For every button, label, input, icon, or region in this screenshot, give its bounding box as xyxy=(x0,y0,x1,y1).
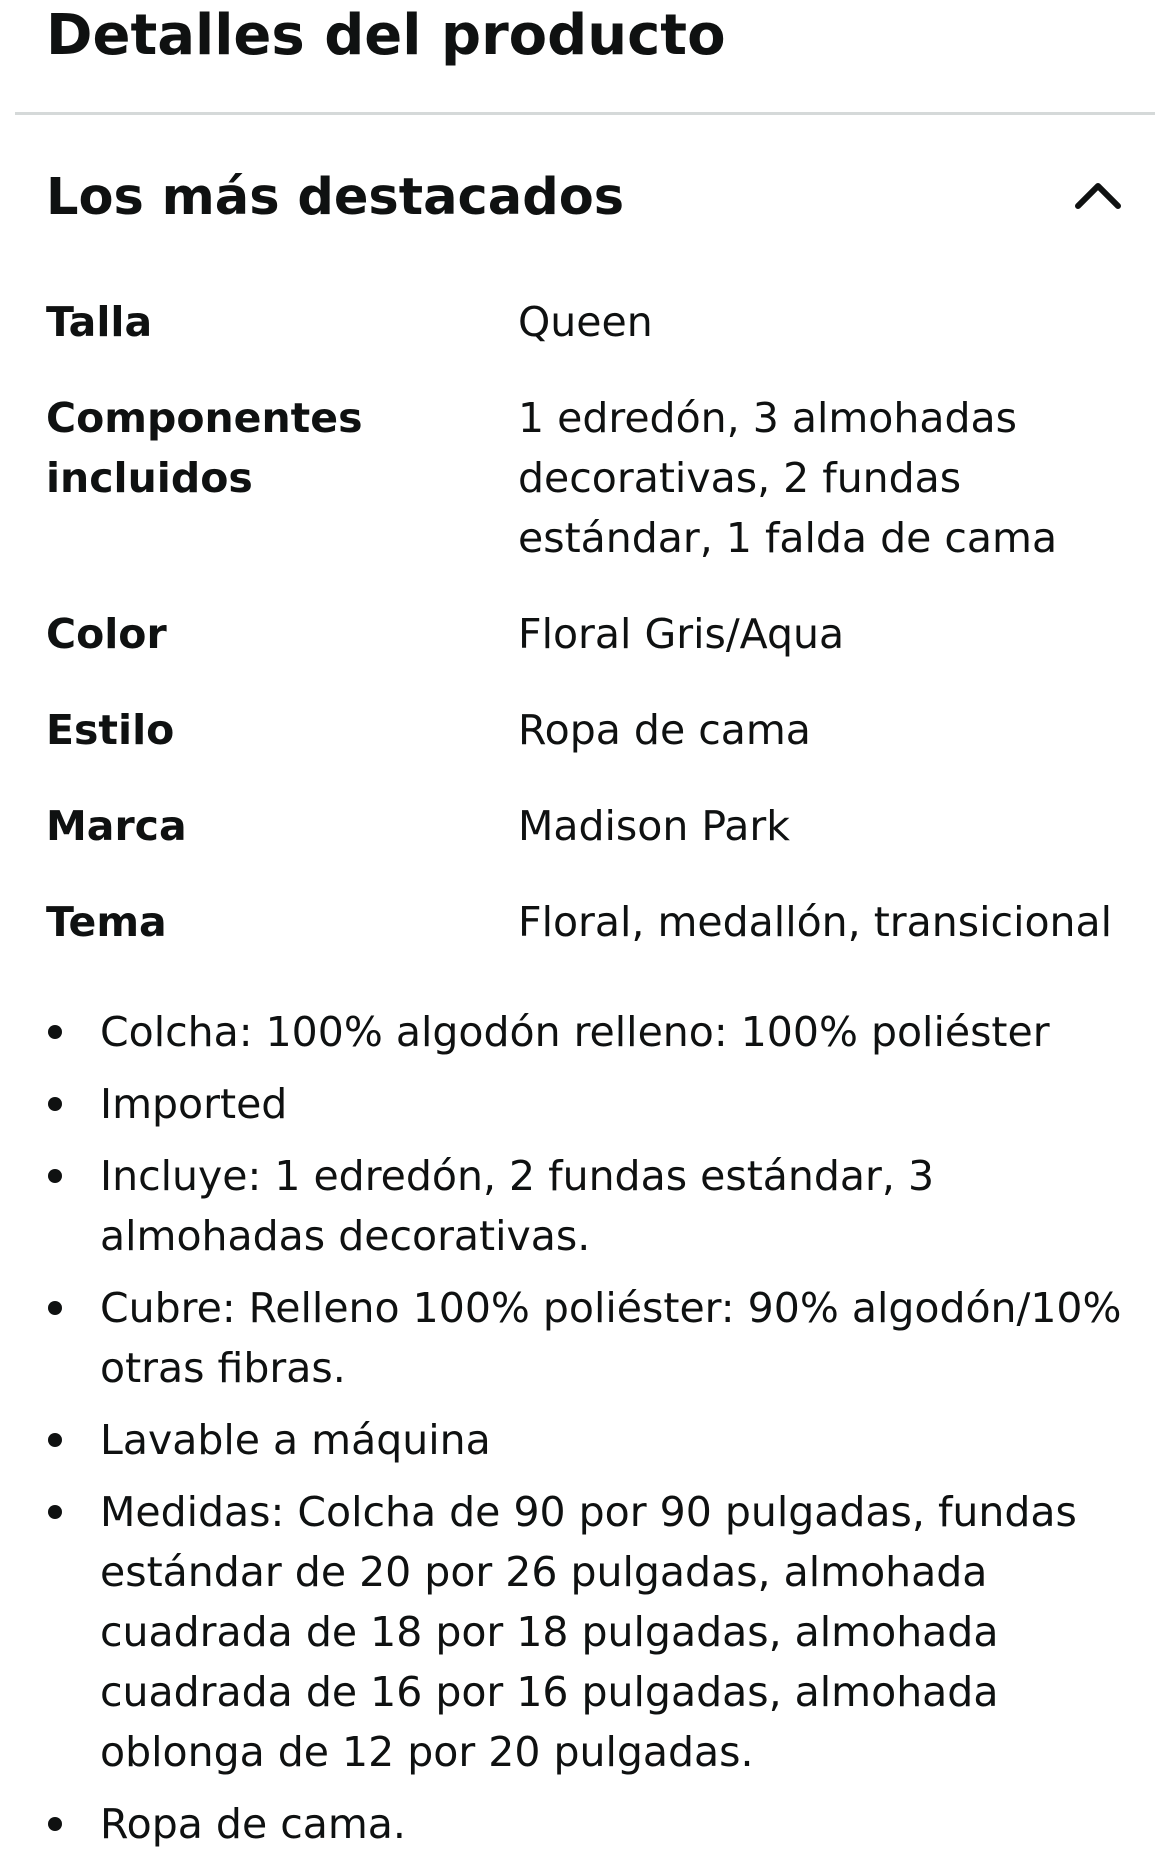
bullet-dot-icon xyxy=(48,1505,62,1519)
bullet-text: Lavable a máquina xyxy=(100,1416,491,1464)
section-title: Los más destacados xyxy=(46,168,625,227)
list-item xyxy=(46,1002,1136,1062)
attribute-value: Floral Gris/Aqua xyxy=(518,610,845,658)
bullet-text: Incluye: 1 edredón, 2 fundas estándar, 3 almohadas decorativas. xyxy=(100,1152,935,1260)
section-divider xyxy=(15,112,1155,115)
list-item xyxy=(46,1074,1136,1134)
attribute-row-size xyxy=(46,292,1126,352)
bullet-text: Cubre: Relleno 100% poliéster: 90% algodón/10% otras fibras. xyxy=(100,1284,1122,1392)
list-item xyxy=(46,1410,1136,1470)
list-item xyxy=(46,1146,1136,1266)
attribute-row-style xyxy=(46,700,1126,760)
attribute-row-theme xyxy=(46,892,1126,952)
attribute-value: 1 edredón, 3 almohadas decorativas, 2 fundas estándar, 1 falda de cama xyxy=(518,394,1058,562)
attribute-value: Queen xyxy=(518,298,653,346)
bullet-text: Medidas: Colcha de 90 por 90 pulgadas, fundas estándar de 20 por 26 pulgadas, almohada cuadrada de 18 por 18 pulgadas, almohada cuadrada de 16 por 16 pulgadas, almohada oblonga de 12 por 20 pulgadas. xyxy=(100,1488,1077,1776)
bullet-dot-icon xyxy=(48,1433,62,1447)
attribute-row-brand xyxy=(46,796,1126,856)
attribute-row-color xyxy=(46,604,1126,664)
bullet-dot-icon xyxy=(48,1097,62,1111)
page-title: Detalles del producto xyxy=(46,3,726,68)
attribute-row-components xyxy=(46,388,1126,568)
attribute-value: Madison Park xyxy=(518,802,790,850)
attribute-value: Floral, medallón, transicional xyxy=(518,898,1113,946)
attribute-label: Componentes incluidos xyxy=(46,394,363,502)
bullet-dot-icon xyxy=(48,1025,62,1039)
list-item xyxy=(46,1794,1136,1854)
attribute-label: Marca xyxy=(46,802,187,850)
list-item xyxy=(46,1482,1136,1782)
chevron-up-icon[interactable] xyxy=(1070,168,1126,224)
bullet-dot-icon xyxy=(48,1169,62,1183)
attribute-label: Estilo xyxy=(46,706,175,754)
attribute-label: Tema xyxy=(46,898,167,946)
attribute-label: Talla xyxy=(46,298,153,346)
feature-bullets xyxy=(46,1002,1136,1866)
bullet-text: Ropa de cama. xyxy=(100,1800,406,1848)
attribute-value: Ropa de cama xyxy=(518,706,811,754)
highlights-section-header[interactable] xyxy=(46,162,1126,234)
list-item xyxy=(46,1278,1136,1398)
bullet-dot-icon xyxy=(48,1301,62,1315)
bullet-text: Imported xyxy=(100,1080,288,1128)
attribute-label: Color xyxy=(46,610,167,658)
bullet-text: Colcha: 100% algodón relleno: 100% poliéster xyxy=(100,1008,1050,1056)
attributes-table xyxy=(46,292,1126,988)
bullet-dot-icon xyxy=(48,1817,62,1831)
